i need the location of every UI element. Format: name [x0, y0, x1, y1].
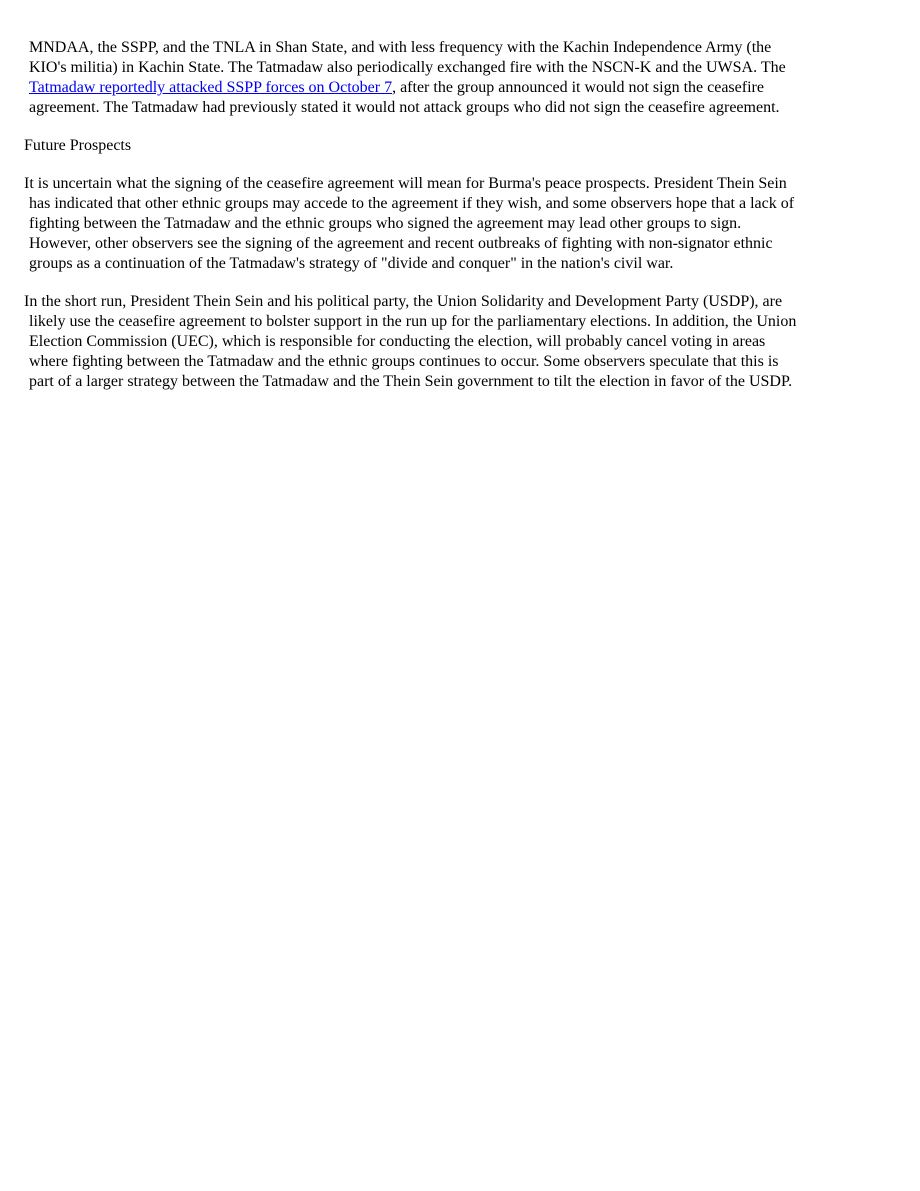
document-page [24, 38, 900, 410]
text-line: agreement. The Tatmadaw had previously stated it would not attack groups who did not sign the ceasefire agreement. [29, 99, 780, 116]
paragraph-election-outlook [24, 292, 900, 392]
text-line: fighting between the Tatmadaw and the ethnic groups who signed the agreement may lead other groups to sign. [29, 215, 742, 232]
text-line: groups as a continuation of the Tatmadaw's strategy of "divide and conquer" in the nation's civil war. [29, 255, 674, 272]
text-fragment: , after the group announced it would not sign the ceasefire [392, 79, 764, 96]
text-line: likely use the ceasefire agreement to bolster support in the run up for the parliamentary elections. In addition, the Union [29, 313, 797, 330]
text-line: MNDAA, the SSPP, and the TNLA in Shan State, and with less frequency with the Kachin Independence Army (the [29, 39, 772, 56]
text-line: part of a larger strategy between the Tatmadaw and the Thein Sein government to tilt the election in favor of the USDP. [29, 373, 793, 390]
text-line: However, other observers see the signing of the agreement and recent outbreaks of fighting with non-signator ethnic [29, 235, 773, 252]
text-line: where fighting between the Tatmadaw and the ethnic groups continues to occur. Some observers speculate that this is [29, 353, 779, 370]
text-line: It is uncertain what the signing of the ceasefire agreement will mean for Burma's peace prospects. President Thein Sein [24, 175, 787, 192]
text-line: Election Commission (UEC), which is responsible for conducting the election, will probably cancel voting in areas [29, 333, 766, 350]
text-line: has indicated that other ethnic groups may accede to the agreement if they wish, and some observers hope that a lack of [29, 195, 795, 212]
paragraph-conflict-summary [24, 38, 900, 118]
text-line: In the short run, President Thein Sein and his political party, the Union Solidarity and Development Party (USDP), are [24, 293, 783, 310]
text-line [24, 78, 900, 98]
text-line: KIO's militia) in Kachin State. The Tatmadaw also periodically exchanged fire with the NSCN-K and the UWSA. The [29, 59, 786, 76]
paragraph-peace-prospects [24, 174, 900, 274]
sspp-attack-link[interactable]: Tatmadaw reportedly attacked SSPP forces on October 7 [29, 79, 393, 96]
section-heading: Future Prospects [24, 137, 132, 154]
